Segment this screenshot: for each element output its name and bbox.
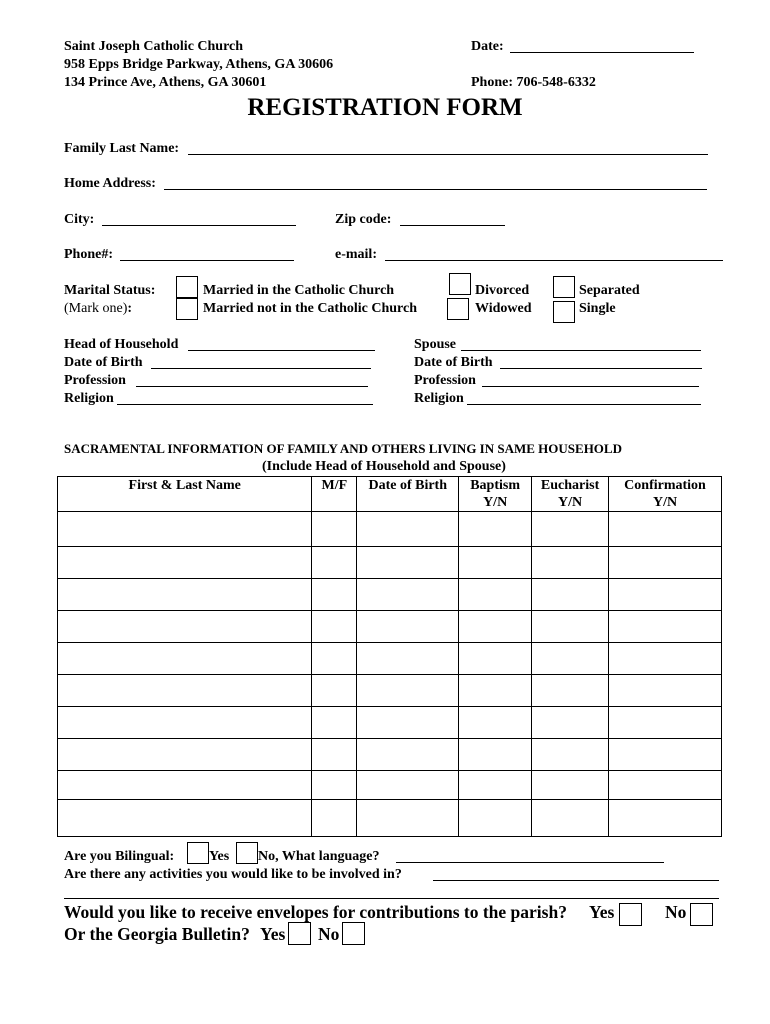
table-cell[interactable]	[58, 771, 312, 800]
table-cell[interactable]	[459, 643, 532, 675]
table-cell[interactable]	[312, 643, 357, 675]
divorced-checkbox[interactable]	[449, 273, 471, 295]
table-cell[interactable]	[58, 739, 312, 771]
table-cell[interactable]	[312, 611, 357, 643]
table-cell[interactable]	[312, 512, 357, 547]
church-name: Saint Joseph Catholic Church	[64, 39, 244, 54]
table-cell[interactable]	[459, 579, 532, 611]
column-header: Date of Birth	[357, 477, 459, 512]
phone-label: Phone#:	[64, 247, 113, 262]
bulletin-yes-checkbox[interactable]	[288, 922, 311, 945]
bulletin-question: Or the Georgia Bulletin?	[64, 924, 250, 944]
table-cell[interactable]	[609, 739, 722, 771]
table-cell[interactable]	[459, 707, 532, 739]
table-cell[interactable]	[609, 771, 722, 800]
table-row	[58, 675, 722, 707]
city-label: City:	[64, 212, 95, 227]
column-header: M/F	[312, 477, 357, 512]
divorced-label: Divorced	[475, 283, 530, 298]
table-cell[interactable]	[459, 771, 532, 800]
bilingual-no-checkbox[interactable]	[236, 842, 258, 864]
home-address-field[interactable]	[164, 189, 707, 190]
table-row	[58, 547, 722, 579]
table-cell[interactable]	[312, 707, 357, 739]
envelopes-yes-label: Yes	[589, 902, 615, 922]
church-address-1: 958 Epps Bridge Parkway, Athens, GA 30606	[64, 57, 334, 72]
spouse-dob-label: Date of Birth	[414, 355, 493, 370]
table-cell[interactable]	[357, 512, 459, 547]
phone-number: Phone: 706-548-6332	[471, 75, 596, 90]
church-address-2: 134 Prince Ave, Athens, GA 30601	[64, 75, 267, 90]
head-dob-label: Date of Birth	[64, 355, 143, 370]
bulletin-no-checkbox[interactable]	[342, 922, 365, 945]
table-cell[interactable]	[609, 643, 722, 675]
table-row	[58, 800, 722, 837]
spouse-profession-field[interactable]	[482, 386, 699, 387]
table-cell[interactable]	[609, 707, 722, 739]
spouse-profession-label: Profession	[414, 373, 476, 388]
head-religion-field[interactable]	[117, 404, 373, 405]
city-field[interactable]	[102, 225, 296, 226]
table-cell[interactable]	[357, 707, 459, 739]
table-cell[interactable]	[532, 800, 609, 837]
column-header: First & Last Name	[58, 477, 312, 512]
table-cell[interactable]	[609, 800, 722, 837]
single-checkbox[interactable]	[553, 301, 575, 323]
home-address-label: Home Address:	[64, 176, 156, 191]
separated-label: Separated	[579, 283, 640, 298]
spouse-field[interactable]	[461, 350, 701, 351]
table-cell[interactable]	[357, 547, 459, 579]
table-row	[58, 643, 722, 675]
head-of-household-label: Head of Household	[64, 337, 179, 352]
column-header: Eucharist Y/N	[532, 477, 609, 512]
bulletin-no-label: No	[318, 924, 340, 944]
table-cell[interactable]	[58, 643, 312, 675]
table-cell[interactable]	[58, 579, 312, 611]
email-field[interactable]	[385, 260, 723, 261]
table-row	[58, 512, 722, 547]
table-cell[interactable]	[312, 675, 357, 707]
email-label: e-mail:	[335, 247, 377, 262]
table-cell[interactable]	[532, 739, 609, 771]
table-cell[interactable]	[58, 707, 312, 739]
table-cell[interactable]	[532, 512, 609, 547]
table-cell[interactable]	[459, 800, 532, 837]
table-row	[58, 707, 722, 739]
married-catholic-label: Married in the Catholic Church	[203, 283, 395, 298]
table-cell[interactable]	[312, 579, 357, 611]
activities-field-line-2[interactable]	[64, 898, 719, 899]
spouse-label: Spouse	[414, 337, 457, 352]
table-cell[interactable]	[58, 675, 312, 707]
spouse-religion-label: Religion	[414, 391, 464, 406]
column-header: Baptism Y/N	[459, 477, 532, 512]
table-cell[interactable]	[532, 771, 609, 800]
envelopes-yes-checkbox[interactable]	[619, 903, 642, 926]
table-cell[interactable]	[532, 579, 609, 611]
table-cell[interactable]	[58, 800, 312, 837]
married-not-catholic-checkbox[interactable]	[176, 298, 198, 320]
table-cell[interactable]	[312, 739, 357, 771]
head-dob-field[interactable]	[151, 368, 371, 369]
sacramental-heading: SACRAMENTAL INFORMATION OF FAMILY AND OTHERS LIVING IN SAME HOUSEHOLD	[64, 441, 622, 456]
table-cell[interactable]	[532, 707, 609, 739]
table-cell[interactable]	[609, 579, 722, 611]
table-cell[interactable]	[609, 512, 722, 547]
table-cell[interactable]	[357, 771, 459, 800]
spouse-religion-field[interactable]	[467, 404, 701, 405]
sacramental-subheading: (Include Head of Household and Spouse)	[262, 459, 506, 474]
table-cell[interactable]	[357, 643, 459, 675]
table-cell[interactable]	[312, 800, 357, 837]
bilingual-question: Are you Bilingual:	[64, 849, 175, 864]
table-cell[interactable]	[58, 611, 312, 643]
table-cell[interactable]	[459, 512, 532, 547]
bilingual-no-label: No, What language?	[258, 849, 380, 864]
table-cell[interactable]	[357, 800, 459, 837]
table-header-row	[58, 477, 722, 512]
head-profession-label: Profession	[64, 373, 126, 388]
table-cell[interactable]	[357, 675, 459, 707]
head-profession-field[interactable]	[136, 386, 368, 387]
spouse-dob-field[interactable]	[500, 368, 702, 369]
marital-status-label: Marital Status:	[64, 283, 156, 298]
language-field[interactable]	[396, 862, 664, 863]
family-last-name-field[interactable]	[188, 154, 708, 155]
date-label: Date:	[471, 39, 504, 54]
column-header: Confirmation Y/N	[609, 477, 722, 512]
envelopes-question: Would you like to receive envelopes for contributions to the parish?	[64, 902, 567, 922]
table-cell[interactable]	[58, 547, 312, 579]
widowed-checkbox[interactable]	[447, 298, 469, 320]
activities-field[interactable]	[433, 880, 719, 881]
table-cell[interactable]	[312, 771, 357, 800]
family-last-name-label: Family Last Name:	[64, 141, 180, 156]
table-cell[interactable]	[459, 675, 532, 707]
married-not-catholic-label: Married not in the Catholic Church	[203, 301, 418, 316]
single-label: Single	[579, 301, 616, 316]
table-cell[interactable]	[609, 675, 722, 707]
table-cell[interactable]	[357, 611, 459, 643]
table-row	[58, 739, 722, 771]
table-cell[interactable]	[532, 643, 609, 675]
phone-field[interactable]	[120, 260, 294, 261]
head-religion-label: Religion	[64, 391, 114, 406]
zip-code-label: Zip code:	[335, 212, 392, 227]
zip-code-field[interactable]	[400, 225, 505, 226]
table-cell[interactable]	[532, 611, 609, 643]
table-cell[interactable]	[357, 579, 459, 611]
table-cell[interactable]	[58, 512, 312, 547]
table-cell[interactable]	[532, 675, 609, 707]
mark-one-hint: (Mark one):	[64, 301, 133, 316]
table-cell[interactable]	[459, 547, 532, 579]
table-row	[58, 579, 722, 611]
separated-checkbox[interactable]	[553, 276, 575, 298]
date-field[interactable]	[510, 52, 694, 53]
form-title: REGISTRATION FORM	[247, 94, 523, 121]
head-of-household-field[interactable]	[188, 350, 375, 351]
table-cell[interactable]	[609, 547, 722, 579]
bulletin-yes-label: Yes	[260, 924, 286, 944]
envelopes-no-label: No	[665, 902, 687, 922]
widowed-label: Widowed	[475, 301, 532, 316]
table-row	[58, 611, 722, 643]
bilingual-yes-label: Yes	[209, 849, 230, 864]
sacramental-table	[57, 476, 722, 837]
activities-question: Are there any activities you would like to be involved in?	[64, 867, 402, 882]
table-cell[interactable]	[609, 611, 722, 643]
envelopes-no-checkbox[interactable]	[690, 903, 713, 926]
table-row	[58, 771, 722, 800]
table-cell[interactable]	[459, 611, 532, 643]
table-cell[interactable]	[357, 739, 459, 771]
table-cell[interactable]	[312, 547, 357, 579]
married-catholic-checkbox[interactable]	[176, 276, 198, 298]
table-cell[interactable]	[532, 547, 609, 579]
bilingual-yes-checkbox[interactable]	[187, 842, 209, 864]
table-cell[interactable]	[459, 739, 532, 771]
